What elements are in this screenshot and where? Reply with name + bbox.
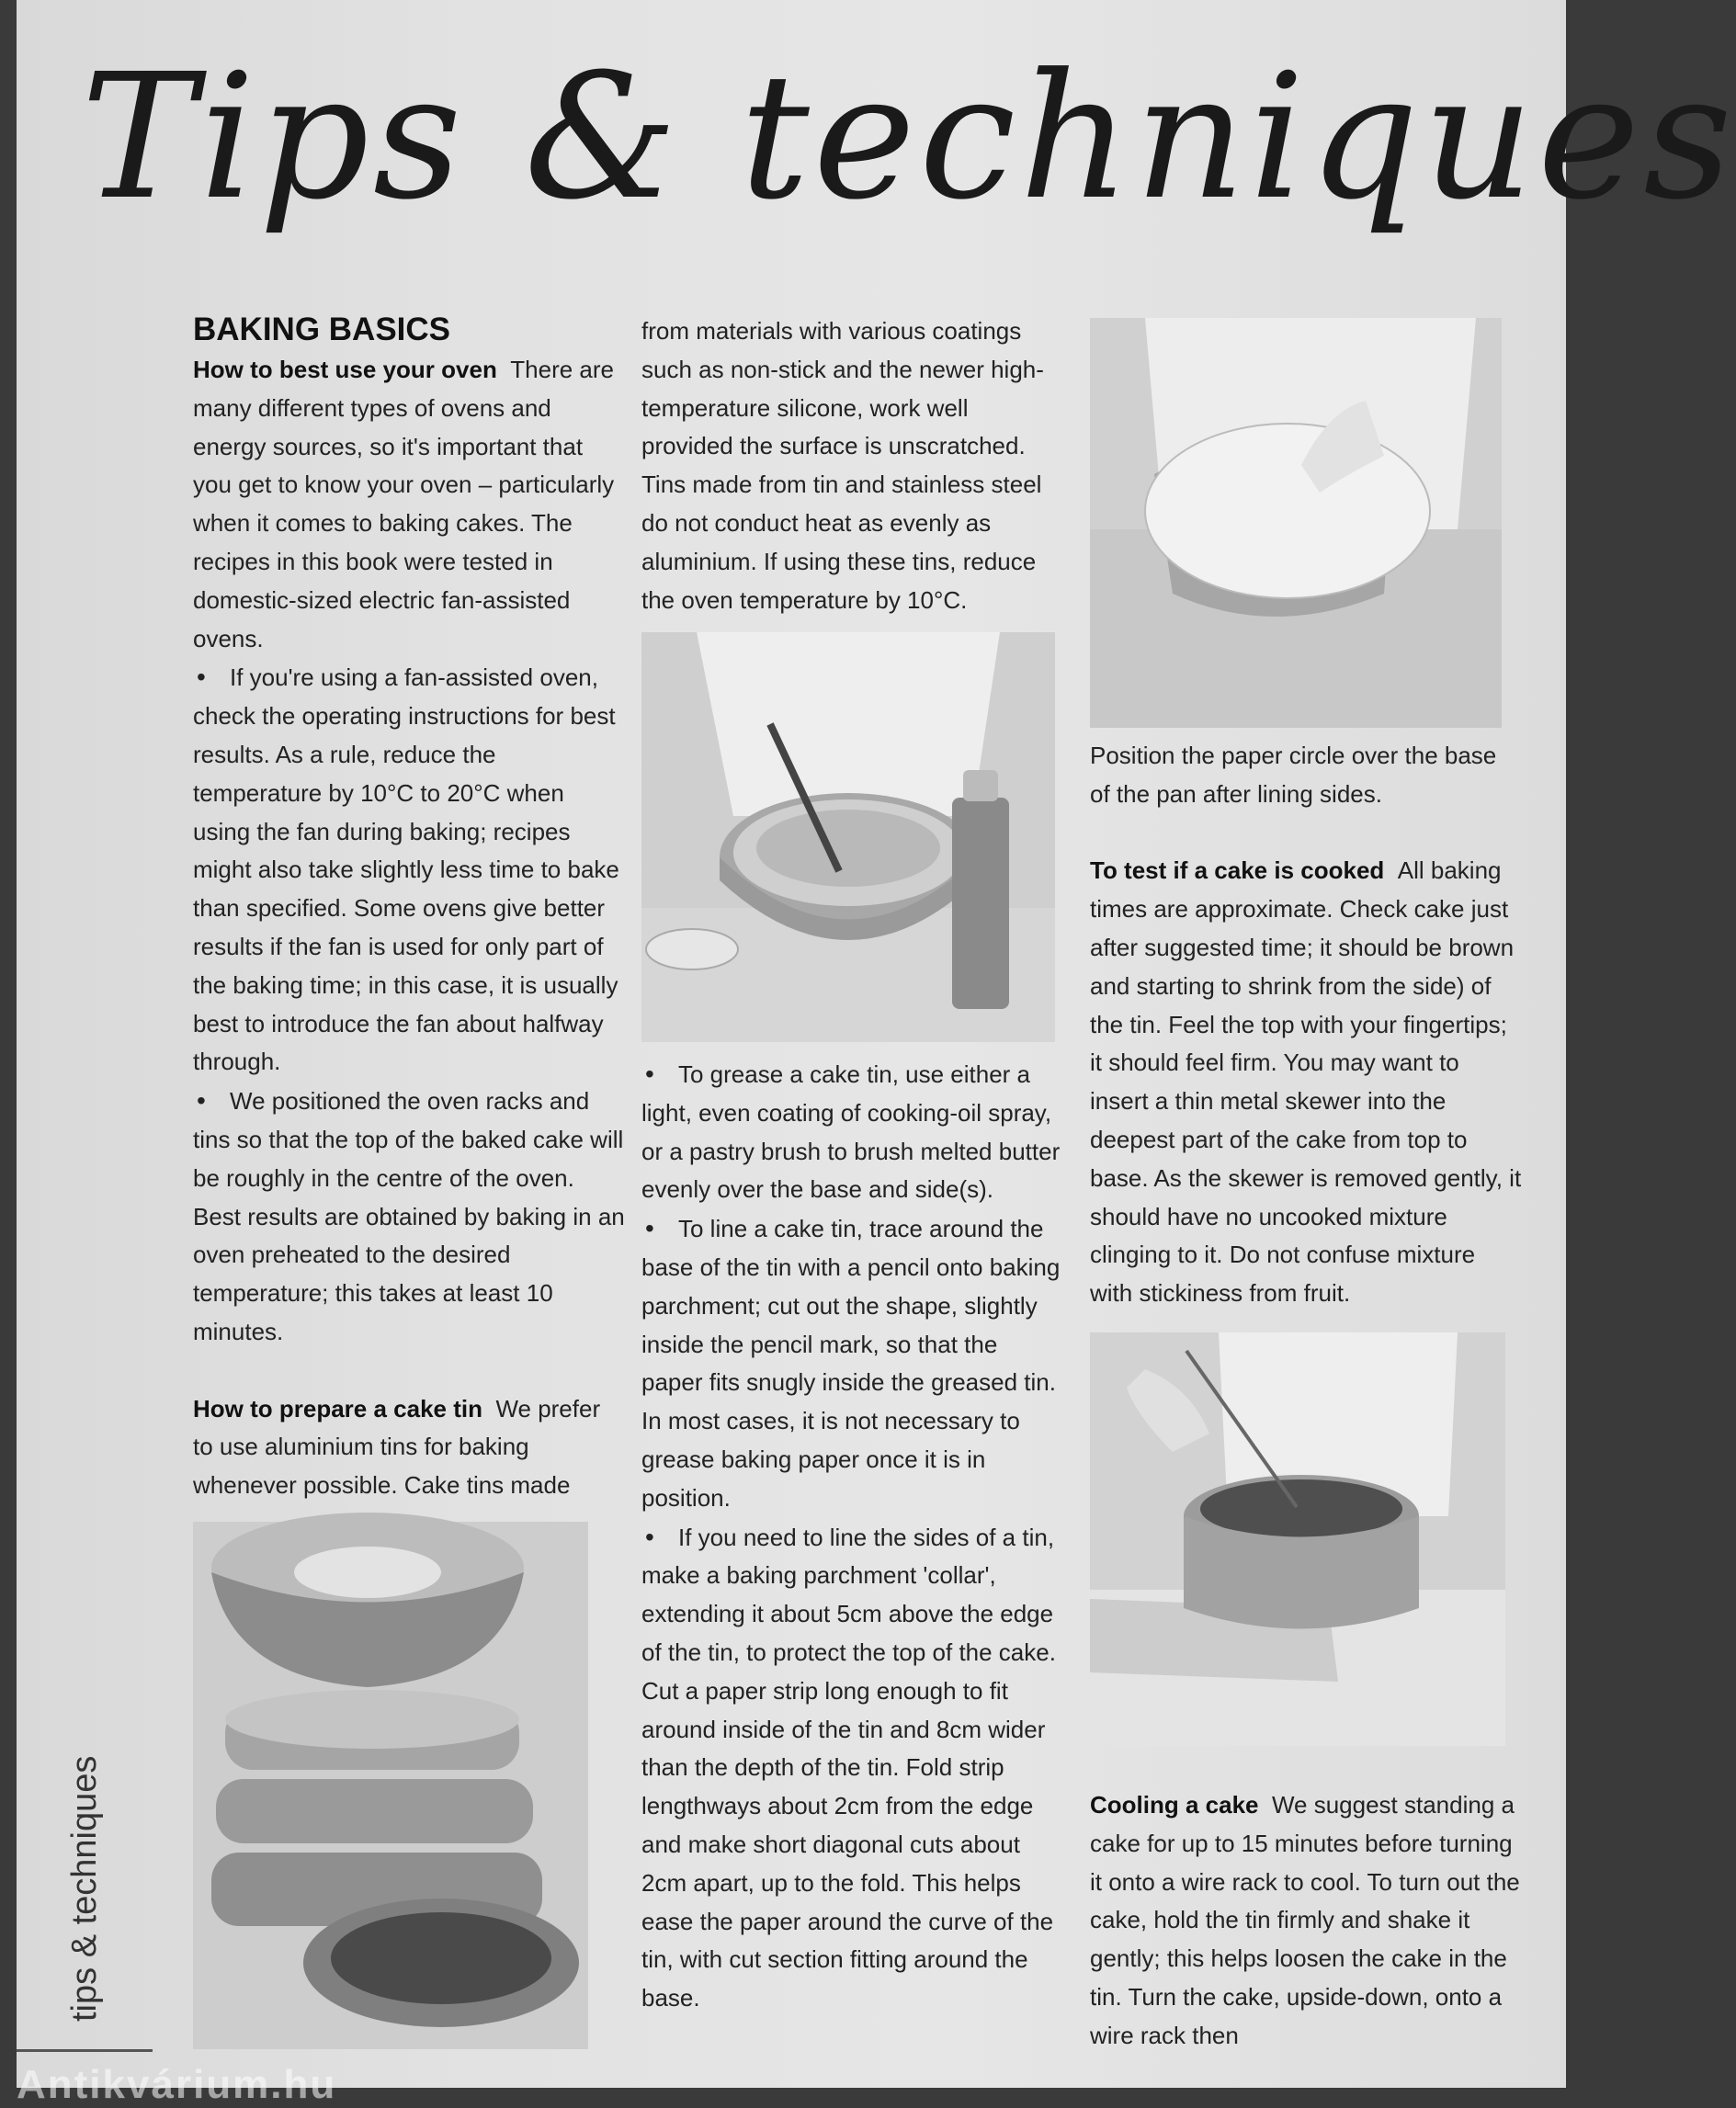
cool-text: We suggest standing a cake for up to 15 minutes before turning it onto a wire rack to cool. To turn out the cake, hold the tin firmly and shake it gently; this helps loosen the cake in the tin. Turn the cake, upside-down, onto a wire rack then <box>1090 1791 1520 2049</box>
watermark: Antikvárium.hu <box>17 2062 337 2107</box>
cookbook-page <box>17 0 1736 2107</box>
bullet-grease-text: To grease a cake tin, use either a light, even coating of cooking-oil spray, or a pastry brush to brush melted butter evenly over the base and side(s). <box>641 1060 1061 1204</box>
test-text: All baking times are approximate. Check cake just after suggested time; it should be brown and starting to shrink from the side) of the tin. Feel the top with your fingertips; it should feel firm. You may want to insert a thin metal skewer into the deepest part of the cake from top to base. As the skewer is removed gently, it should have no uncooked mixture clinging to it. Do not confuse mixture with stickiness from fruit. <box>1090 856 1522 1308</box>
stacked-tins-illustration <box>193 1522 588 2049</box>
oven-paragraph <box>193 351 625 658</box>
bullet-fan-assisted <box>193 658 625 1082</box>
tin-intro: We prefer to use aluminium tins for baking whenever possible. Cake tins made <box>193 1394 601 1500</box>
tin-continued: from materials with various coatings such as non-stick and the newer high-temperature silicone, work well provided the surface is unscratched. Tins made from tin and stainless steel do not conduct heat as evenly as aluminium. If using these tins, reduce the oven temperature by 10°C. <box>641 317 1044 614</box>
tin-lead: How to prepare a cake tin <box>193 1394 482 1422</box>
column-right <box>1090 737 1522 1313</box>
bullet-oven-racks <box>193 1082 625 1352</box>
skewer-test-photo <box>1090 1332 1505 1746</box>
page-title: Tips & techniques <box>81 37 1736 238</box>
section-heading: BAKING BASICS <box>193 312 451 347</box>
paper-circle-illustration <box>1090 318 1502 728</box>
photo-caption: Position the paper circle over the base of the pan after lining sides. <box>1090 742 1497 808</box>
greasing-tin-photo <box>641 632 1055 1042</box>
column-left <box>193 309 625 1505</box>
bullet-collar <box>641 1518 1064 2018</box>
column-middle <box>641 312 1064 619</box>
stacked-tins-photo <box>193 1522 588 2049</box>
test-lead: To test if a cake is cooked <box>1090 856 1385 885</box>
side-running-label: tips & techniques <box>65 1755 104 2022</box>
cool-lead: Cooling a cake <box>1090 1791 1259 1819</box>
column-right-lower <box>1090 1786 1522 2056</box>
bullet-grease-tin <box>641 1055 1064 1209</box>
test-paragraph <box>1090 852 1522 1313</box>
tin-paragraph <box>193 1390 625 1505</box>
column-middle-lower <box>641 1055 1064 2018</box>
bullet-line-tin <box>641 1209 1064 1517</box>
footer-rule <box>17 2049 153 2052</box>
skewer-test-illustration <box>1090 1332 1505 1746</box>
bullet-line-text: To line a cake tin, trace around the base of the tin with a pencil onto baking parchment; cut out the shape, slightly inside the pencil mark, so that the paper fits snugly inside the greased tin. In most cases, it is not necessary to grease baking paper once it is in position. <box>641 1215 1061 1512</box>
bullet-collar-text: If you need to line the sides of a tin, make a baking parchment 'collar', extending it about 5cm above the edge of the tin, to protect the top of the cake. Cut a paper strip long enough to fit around inside of the tin and 8cm wider than the depth of the tin. Fold strip lengthways about 2cm from the edge and make short diagonal cuts about 2cm apart, up to the fold. This helps ease the paper around the curve of the tin, with cut section fitting around the base. <box>641 1523 1056 2012</box>
bullet-racks-text: We positioned the oven racks and tins so that the top of the baked cake will be roughly in the centre of the oven. Best results are obtained by baking in an oven preheated to the desired temperature; this takes at least 10 minutes. <box>193 1087 625 1345</box>
oven-lead: How to best use your oven <box>193 356 497 383</box>
oven-intro: There are many different types of ovens and energy sources, so it's important that you get to know your oven – particularly when it comes to baking cakes. The recipes in this book were tested in domestic-sized electric fan-assisted ovens. <box>193 356 615 652</box>
cooling-paragraph <box>1090 1786 1522 2056</box>
greasing-tin-illustration <box>641 632 1055 1042</box>
paper-circle-photo <box>1090 318 1502 728</box>
bullet-fan-text: If you're using a fan-assisted oven, check the operating instructions for best results. As a rule, reduce the temperature by 10°C to 20°C when using the fan during baking; recipes might also take slightly less time to bake than specified. Some ovens give better results if the fan is used for only part of the baking time; in this case, it is usually best to introduce the fan about halfway through. <box>193 663 619 1076</box>
